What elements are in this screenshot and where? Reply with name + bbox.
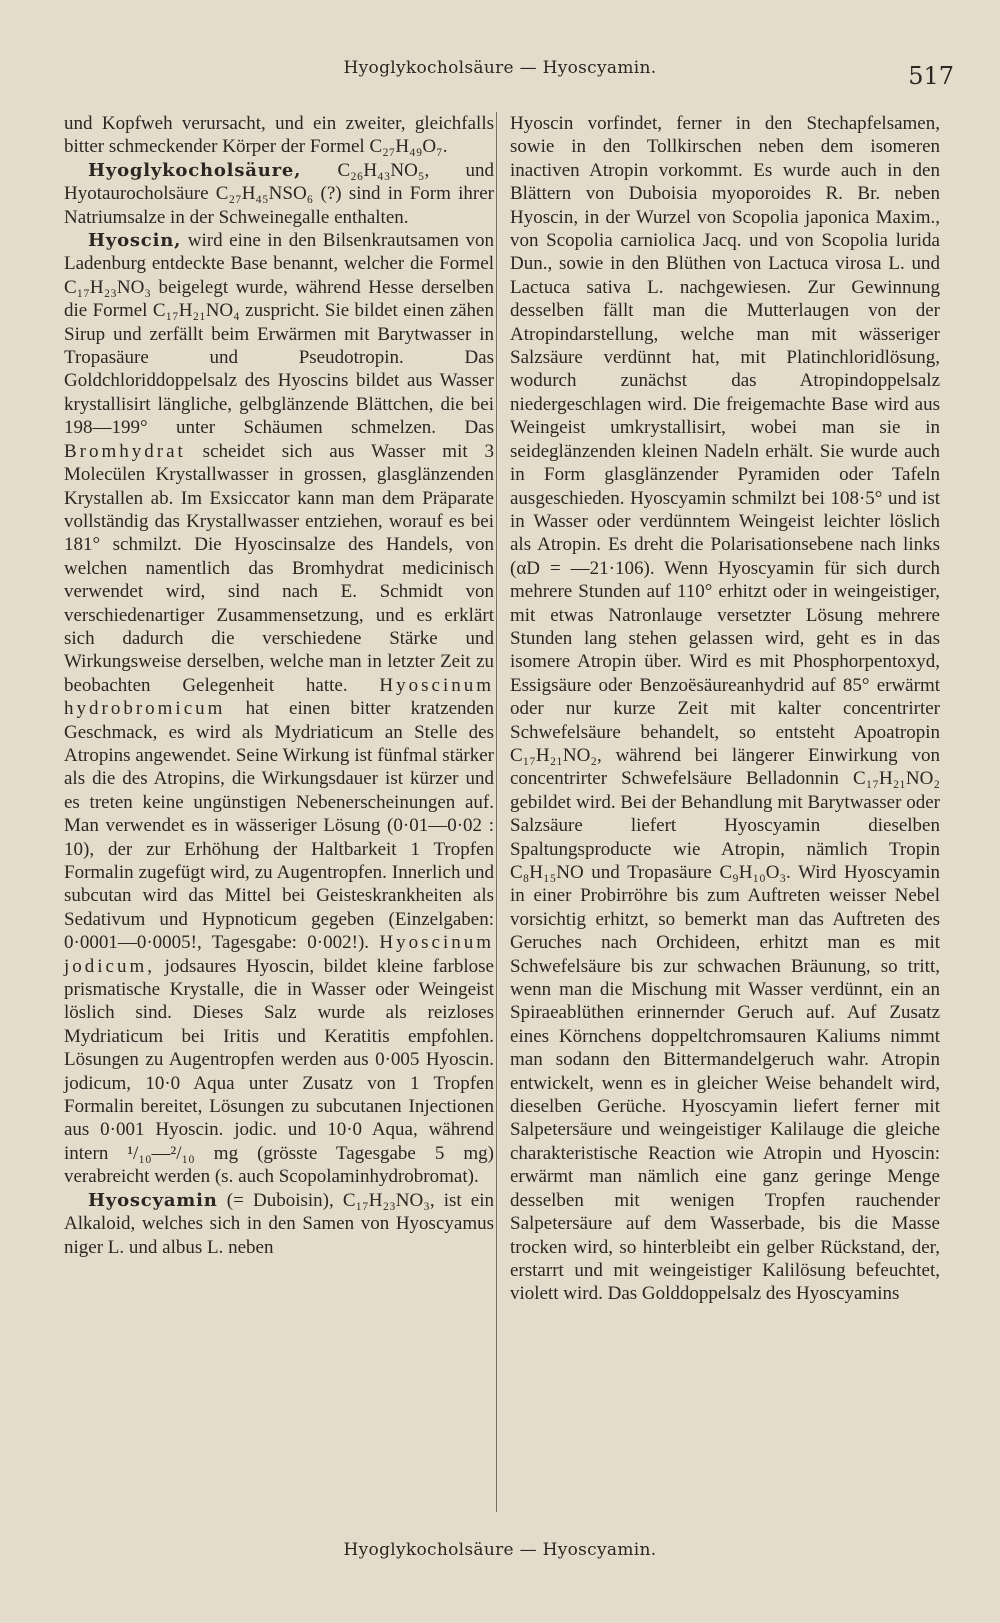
entry-text: C₂₆H₄₃NO₅, und Hyotaurocholsäure C₂₇H₄₅NSO₆ (?) sind in Form ihrer Natriumsalze in der Schweinegalle enthalten. bbox=[64, 159, 494, 228]
headword: Hyoglykocholsäure, bbox=[88, 159, 302, 181]
headword: Hyoscin, bbox=[88, 230, 182, 252]
running-title: Hyoglykocholsäure — Hyoscyamin. bbox=[343, 58, 657, 78]
entry-text: scheidet sich aus Wasser mit 3 Molecülen Krystallwasser in grossen, glasglänzenden Krystallen ab. Im Exsiccator kann man dem Präparate vollständig das Krystallwasser entziehen, worauf es bei 181° schmilzt. Die Hyoscinsalze des Handels, von welchen namentlich das Bromhydrat medicinisch verwendet wird, sind nach E. Schmidt von verschiedenartiger Zusammensetzung, und es erklärt sich dadurch die verschiedene Stärke und Wirkungsweise derselben, welche man in letzter Zeit zu beobachten Gelegenheit hatte. bbox=[64, 440, 494, 696]
page-number: 517 bbox=[908, 62, 954, 90]
entry-hyoglykocholsaeure bbox=[64, 159, 494, 229]
entry-text: wird eine in den Bilsenkrautsamen von Ladenburg entdeckte Base benannt, welcher die Formel C₁₇H₂₃NO₃ beigelegt wurde, während Hesse derselben die Formel C₁₇H₂₁NO₄ zuspricht. Sie bildet einen zähen Sirup und zerfällt beim Erwärmen mit Barytwasser in Tropasäure und Pseudotropin. Das Goldchloriddoppelsalz des Hyoscins bildet aus Wasser krystallisirt längliche, gelbglänzende Blättchen, die bei 198—199° unter Schäumen schmelzen. Das bbox=[64, 230, 494, 439]
footer-caption: Hyoglykocholsäure — Hyoscyamin. bbox=[343, 1540, 657, 1560]
entry-text: hat einen bitter kratzenden Geschmack, es wird als Mydriaticum an Stelle des Atropins angewendet. Seine Wirkung ist fünfmal stärker als die des Atropins, die Wirkungsdauer ist kürzer und es treten keine ungünstigen Nebenerscheinungen auf. Man verwendet es in wässeriger Lösung (0·01—0·02 : 10), der zur Erhöhung der Haltbarkeit 1 Tropfen Formalin zugefügt wird, zu Augentropfen. Innerlich und subcutan wird das Mittel bei Geisteskrankheiten als Sedativum und Hypnoticum gegeben (Einzelgaben: 0·0001—0·0005!, Tagesgabe: 0·002!). bbox=[64, 698, 494, 954]
right-column bbox=[510, 112, 940, 1517]
entry-text: (= Duboisin), C₁₇H₂₃NO₃, ist ein Alkaloid, welches sich in den Samen von Hyoscyamus niger L. und albus L. neben bbox=[64, 1189, 494, 1258]
spaced-term: Hyoscinum jodicum, bbox=[64, 932, 494, 977]
paragraph-continuation: Hyoscin vorfindet, ferner in den Stechapfelsamen, sowie in den Tollkirschen neben dem isomeren inactiven Atropin vorkommt. Es wurde auch in den Blättern von Duboisia myoporoides R. Br. neben Hyoscin, in der Wurzel von Scopolia japonica Maxim., von Scopolia carniolica Jacq. und von Scopolia lurida Dun., sowie in den Blüthen von Lactuca virosa L. und Lactuca sativa L. nachgewiesen. Zur Gewinnung desselben fällt man die Mutterlaugen von der Atropindarstellung, welche man mit wässeriger Salzsäure verdünnt hat, mit Platinchloridlösung, wodurch zunächst das Atropindoppelsalz niedergeschlagen wird. Die freigemachte Base wird aus Weingeist umkrystallisirt, wobei man sie in seideglänzenden kleinen Nadeln erhält. Sie wurde auch in Form glasglänzender Pyramiden oder Tafeln ausgeschieden. Hyoscyamin schmilzt bei 108·5° und ist in Wasser oder verdünntem Weingeist leichter löslich als Atropin. Es dreht die Polarisationsebene nach links (αD = —21·106). Wenn Hyoscyamin für sich durch mehrere Stunden auf 110° erhitzt oder in weingeistiger, mit etwas Natronlauge versetzter Lösung mehrere Stunden lang stehen gelassen wird, geht es in das isomere Atropin über. Wird es mit Phosphorpentoxyd, Essigsäure oder Benzoësäureanhydrid auf 85° erwärmt oder nur kurze Zeit mit kalter concentrirter Schwefelsäure behandelt, so entsteht Apoatropin C₁₇H₂₁NO₂, während bei längerer Einwirkung von concentrirter Schwefelsäure Belladonnin C₁₇H₂₁NO₂ gebildet wird. Bei der Behandlung mit Barytwasser oder Salzsäure liefert Hyoscyamin dieselben Spaltungsproducte wie Atropin, nämlich Tropin C₈H₁₅NO und Tropasäure C₉H₁₀O₃. Wird Hyoscyamin in einer Probirröhre bis zum Auftreten weisser Nebel vorsichtig erhitzt, so bemerkt man das Auftreten des Geruches nach Orchideen, erhitzt man es mit Schwefelsäure bis zur schwachen Bräunung, so tritt, wenn man die Mischung mit Wasser verdünnt, ein an Spiraeablüthen erinnernder Geruch auf. Auf Zusatz eines Körnchens doppeltchromsauren Kaliums nimmt man sodann den Bittermandelgeruch wahr. Atropin entwickelt, wenn es in gleicher Weise behandelt wird, dieselben Gerüche. Hyoscyamin liefert ferner mit Salpetersäure und weingeistiger Kalilauge die gleiche charakteristische Reaction wie Atropin und Hyoscin: erwärmt man nämlich eine ganz geringe Menge desselben mit wenigen Tropfen rauchender Salpetersäure auf dem Wasserbade, bis die Masse trocken wird, so hinterbleibt ein gelber Rückstand, der, erstarrt und mit weingeistiger Kalilösung befeuchtet, violett wird. Das Golddoppelsalz des Hyoscyamins bbox=[510, 113, 940, 1305]
left-column bbox=[64, 112, 494, 1517]
entry-hyoscyamin bbox=[64, 1189, 494, 1259]
entry-hyoscin bbox=[64, 229, 494, 1189]
headword: Hyoscyamin bbox=[88, 1189, 218, 1211]
entry-text: jodsaures Hyoscin, bildet kleine farblose prismatische Krystalle, die in Wasser oder Weingeist löslich sind. Dieses Salz wurde als reizloses Mydriaticum bei Iritis und Keratitis empfohlen. Lösungen zu Augentropfen werden aus 0·005 Hyoscin. jodicum, 10·0 Aqua unter Zusatz von 1 Tropfen Formalin bereitet, Lösungen zu subcutanen Injectionen aus 0·001 Hyoscin. jodic. und 10·0 Aqua, während intern ¹/₁₀—²/₁₀ mg (grösste Tagesgabe 5 mg) verabreicht werden (s. auch Scopolaminhydrobromat). bbox=[64, 955, 494, 1188]
spaced-term: Hyoscinum hydrobromicum bbox=[64, 674, 494, 720]
running-header bbox=[0, 52, 1000, 92]
paragraph-continuation: und Kopfweh verursacht, und ein zweiter, gleichfalls bitter schmeckender Körper der Formel C₂₇H₄₉O₇. bbox=[64, 113, 494, 158]
spaced-term: Bromhydrat bbox=[64, 440, 186, 462]
column-divider bbox=[496, 112, 497, 1512]
